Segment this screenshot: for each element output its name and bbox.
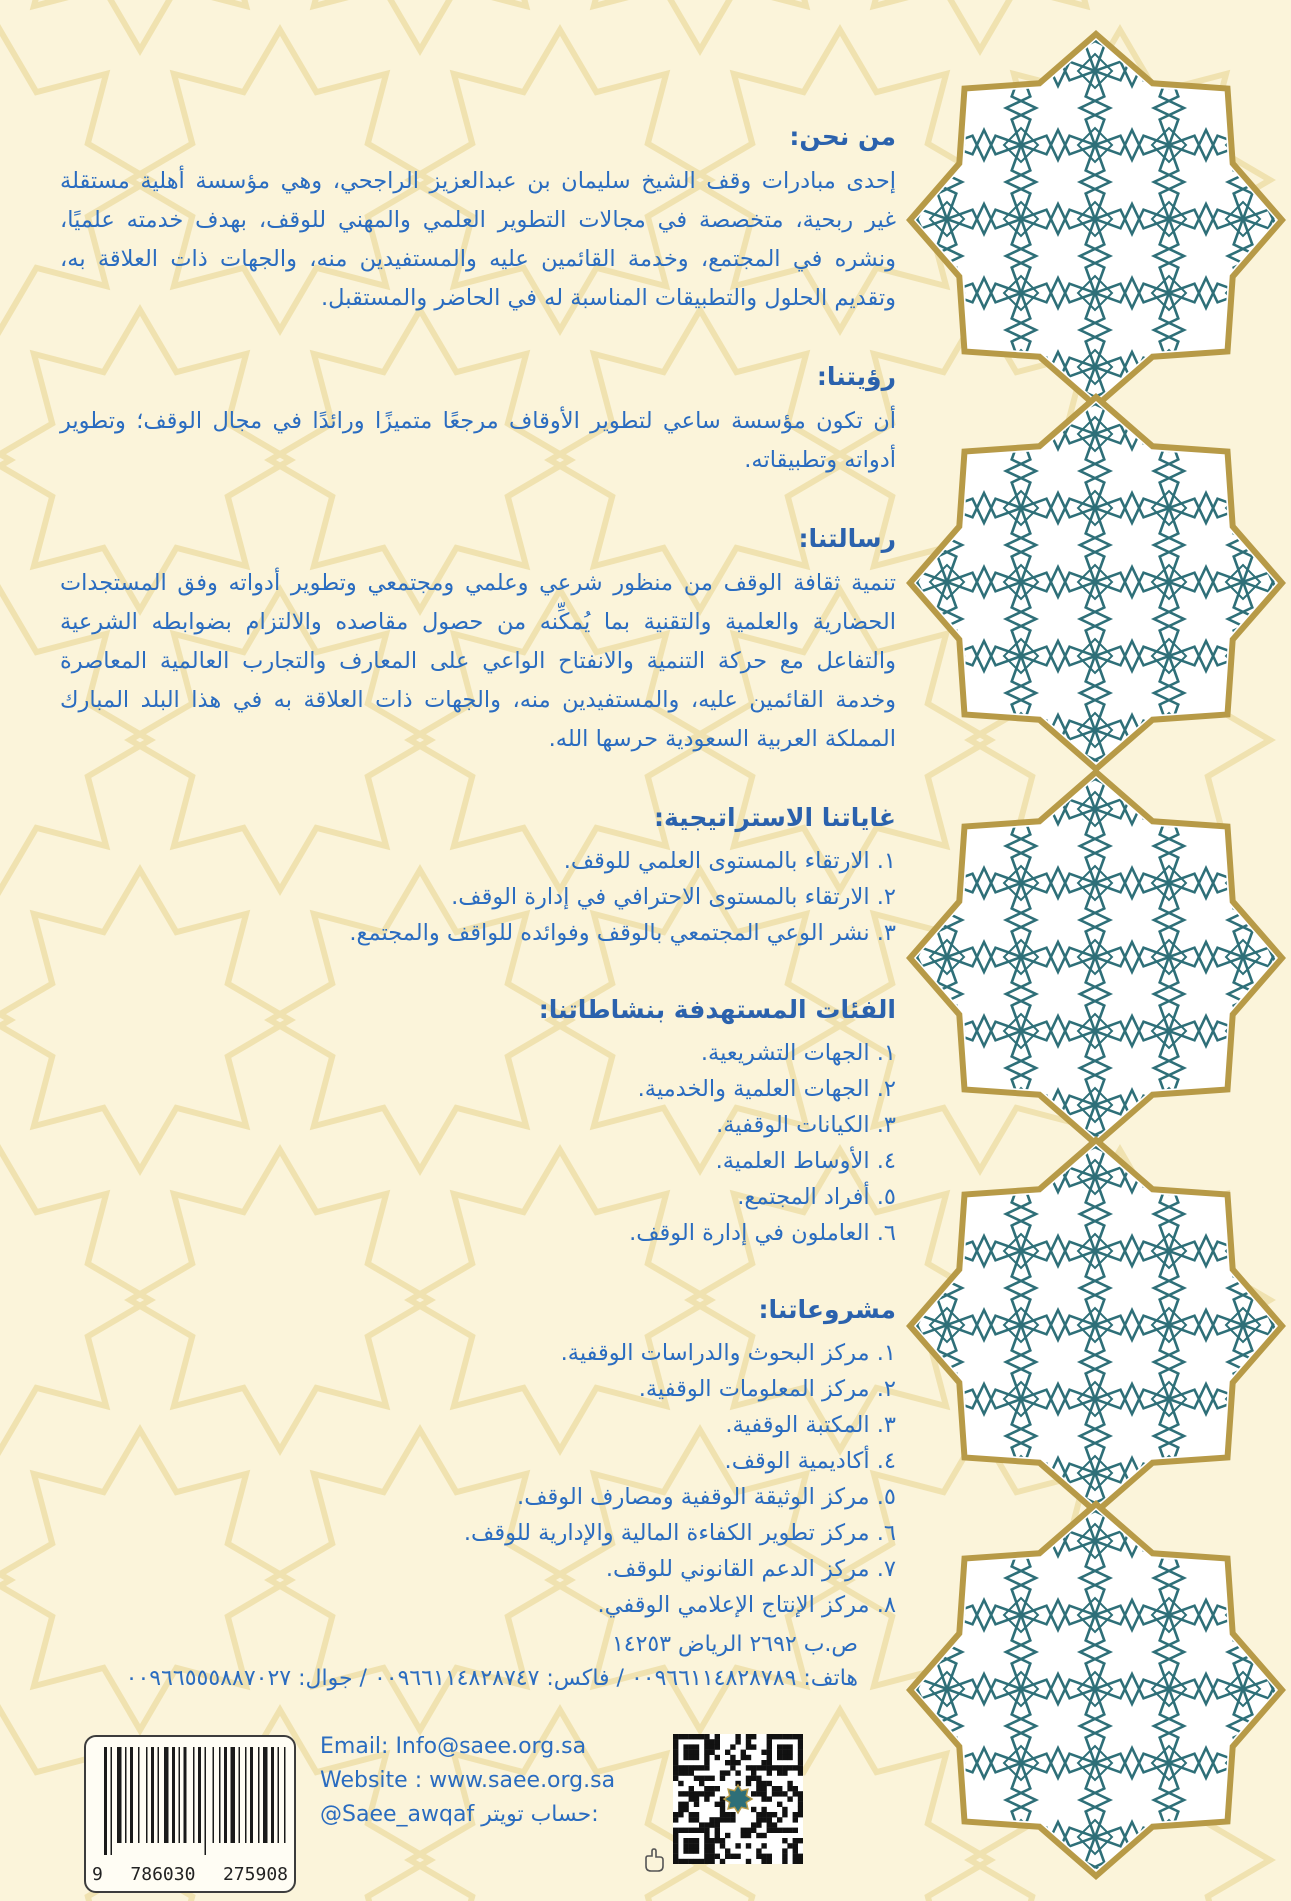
list-item: ٢. الارتقاء بالمستوى الاحترافي في إدارة الوقف. bbox=[451, 884, 896, 910]
targets-title: الفئات المستهدفة بنشاطاتنا: bbox=[538, 995, 896, 1024]
mission-title: رسالتنا: bbox=[798, 524, 896, 553]
list-item: ٣. الكيانات الوقفية. bbox=[716, 1112, 896, 1138]
email-link[interactable]: Email: Info@saee.org.sa bbox=[320, 1734, 587, 1759]
list-item: ٣. نشر الوعي المجتمعي بالوقف وفوائده للواقف والمجتمع. bbox=[349, 920, 896, 946]
goals-list bbox=[60, 843, 896, 951]
qr-code[interactable] bbox=[673, 1734, 803, 1864]
list-item: ٦. العاملون في إدارة الوقف. bbox=[629, 1220, 896, 1246]
goals-section bbox=[60, 799, 896, 951]
twitter-label: حساب تويتر: bbox=[481, 1802, 599, 1827]
list-item: ٤. أكاديمية الوقف. bbox=[724, 1448, 896, 1474]
barcode-icon bbox=[96, 1747, 286, 1859]
online-contact bbox=[320, 1730, 640, 1832]
website-link[interactable]: Website : www.saee.org.sa bbox=[320, 1768, 616, 1793]
list-item: ١. الارتقاء بالمستوى العلمي للوقف. bbox=[563, 848, 896, 874]
about-body: إحدى مبادرات وقف الشيخ سليمان بن عبدالعزيز الراجحي، وهي مؤسسة أهلية مستقلة غير ربحية، متخصصة في مجالات التطوير العلمي والمهني للوقف، بهدف خدمته علميًا، ونشره في المجتمع، وخدمة القائمين عليه والمستفيدين منه، والجهات ذات العلاقة به، وتقديم الحلول والتطبيقات المناسبة له في الحاضر والمستقبل. bbox=[60, 168, 896, 311]
isbn-lead: 9 bbox=[92, 1864, 103, 1885]
isbn-group2: 275908 bbox=[222, 1864, 288, 1885]
vision-title: رؤيتنا: bbox=[816, 362, 896, 391]
contact-lines bbox=[98, 1628, 858, 1696]
main-text-column bbox=[60, 118, 896, 1663]
twitter-row bbox=[320, 1798, 640, 1832]
mission-section bbox=[60, 520, 896, 759]
projects-section bbox=[60, 1291, 896, 1623]
about-section bbox=[60, 118, 896, 318]
hand-pointer-icon bbox=[640, 1846, 668, 1874]
mission-body: تنمية ثقافة الوقف من منظور شرعي وعلمي ومجتمعي وتطوير أدواته وفق المستجدات الحضارية والعلمية والتقنية بما يُمكِّنه من حصول مقاصده والالتزام بضوابطه الشرعية والتفاعل مع حركة التنمية والانفتاح الواعي على المعارف والتجارب العالمية المعاصرة وخدمة القائمين عليه، والمستفيدين منه، والجهات ذات العلاقة به في هذا البلد المبارك المملكة العربية السعودية حرسها الله. bbox=[60, 570, 896, 752]
about-title: من نحن: bbox=[789, 122, 896, 151]
projects-list bbox=[60, 1335, 896, 1623]
vision-body: أن تكون مؤسسة ساعي لتطوير الأوقاف مرجعًا متميزًا ورائدًا في مجال الوقف؛ وتطوير أدواته وتطبيقاته. bbox=[60, 408, 896, 473]
phones-text: هاتف: ٠٠٩٦٦١١٤٨٢٨٧٨٩ / فاكس: ٠٠٩٦٦١١٤٨٢٨٧٤٧ / جوال: ٠٠٩٦٦٥٥٥٨٨٧٠٢٧ bbox=[125, 1666, 858, 1691]
list-item: ٥. مركز الوثيقة الوقفية ومصارف الوقف. bbox=[517, 1484, 896, 1510]
pobox-text: ص.ب ٢٦٩٢ الرياض ١٤٢٥٣ bbox=[611, 1632, 858, 1657]
goals-title: غاياتنا الاستراتيجية: bbox=[654, 803, 896, 832]
list-item: ٧. مركز الدعم القانوني للوقف. bbox=[605, 1556, 896, 1582]
isbn-number bbox=[92, 1864, 288, 1885]
qr-code-icon bbox=[673, 1734, 803, 1864]
list-item: ١. الجهات التشريعية. bbox=[700, 1040, 896, 1066]
list-item: ٥. أفراد المجتمع. bbox=[737, 1184, 896, 1210]
isbn-barcode bbox=[84, 1735, 296, 1893]
list-item: ٦. مركز تطوير الكفاءة المالية والإدارية للوقف. bbox=[463, 1520, 896, 1546]
vision-section bbox=[60, 358, 896, 480]
twitter-handle[interactable]: @Saee_awqaf bbox=[320, 1802, 475, 1827]
list-item: ٢. الجهات العلمية والخدمية. bbox=[637, 1076, 896, 1102]
list-item: ١. مركز البحوث والدراسات الوقفية. bbox=[560, 1340, 896, 1366]
isbn-group1: 786030 bbox=[130, 1864, 196, 1885]
list-item: ٨. مركز الإنتاج الإعلامي الوقفي. bbox=[597, 1592, 896, 1618]
list-item: ٢. مركز المعلومات الوقفية. bbox=[638, 1376, 896, 1402]
targets-list bbox=[60, 1035, 896, 1251]
list-item: ٤. الأوساط العلمية. bbox=[715, 1148, 896, 1174]
targets-section bbox=[60, 991, 896, 1251]
list-item: ٣. المكتبة الوقفية. bbox=[725, 1412, 896, 1438]
projects-title: مشروعاتنا: bbox=[758, 1295, 896, 1324]
